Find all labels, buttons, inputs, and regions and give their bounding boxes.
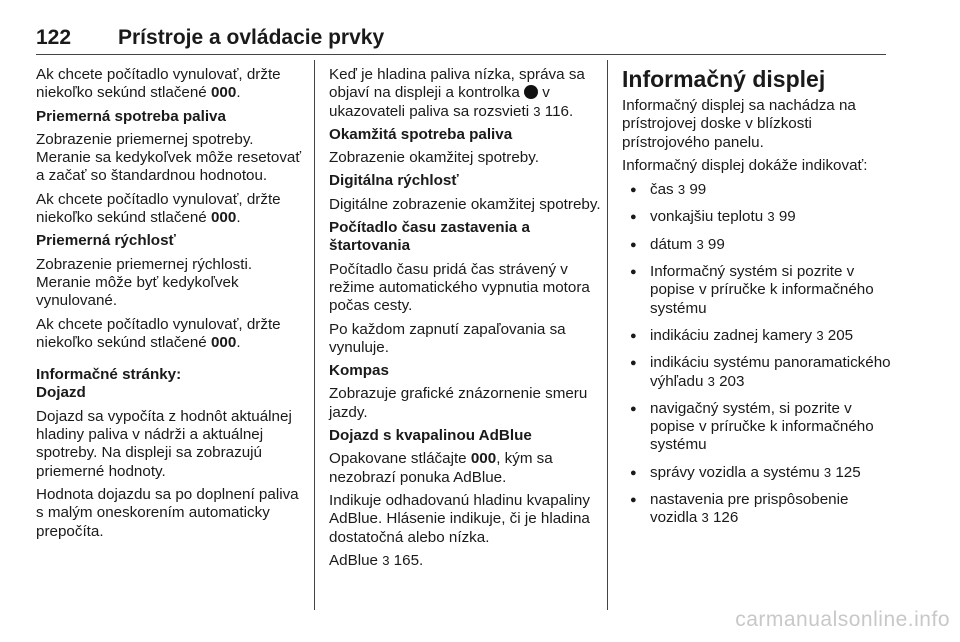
page-ref-arrow-icon: 3: [696, 236, 704, 252]
page-number: 122: [36, 26, 72, 49]
page-header: [36, 26, 886, 48]
info-display-list: [622, 181, 892, 527]
subheading: Okamžitá spotreba paliva: [329, 125, 513, 143]
paragraph: Zobrazenie priemernej spotreby. Meranie sa kedykoľvek môže resetovať a začať so štandardnou hodnotou.: [36, 130, 302, 185]
subheading: Priemerná spotreba paliva: [36, 107, 226, 125]
subheading: Informačné stránky:: [36, 366, 182, 384]
list-item: ● navigačný systém, si pozrite v popise v príručke k informačného systému: [622, 400, 892, 455]
paragraph: Hodnota dojazdu sa po doplnení paliva s malým oneskorením automaticky prepočíta.: [36, 485, 299, 540]
list-item: ● indikáciu systému panoramatického výhľadu 3 203: [622, 354, 892, 391]
page-title: Prístroje a ovládacie prvky: [118, 26, 385, 49]
page-ref-arrow-icon: 3: [707, 373, 715, 389]
paragraph: Ak chcete počítadlo vynulovať, držte niekoľko sekúnd stlačené 000.: [36, 66, 281, 102]
list-item: ● vonkajšiu teplotu 3 99: [622, 208, 892, 226]
column-1: [36, 66, 306, 546]
paragraph: Digitálne zobrazenie okamžitej spotreby.: [329, 195, 601, 213]
subheading: Digitálna rýchlosť: [329, 172, 459, 190]
list-item: ● nastavenia pre prispôsobenie vozidla 3 126: [622, 491, 892, 528]
paragraph: Zobrazenie priemernej rýchlosti. Meranie môže byť kedykoľvek vynulované.: [36, 255, 253, 310]
paragraph: Informačný displej sa nachádza na prístrojovej doske v blízkosti prístrojového panelu.: [622, 97, 856, 151]
paragraph: Zobrazenie okamžitej spotreby.: [329, 149, 539, 167]
fuel-warning-lamp-icon: [524, 85, 538, 99]
subheading: Počítadlo času zastavenia a štartovania: [329, 219, 530, 255]
paragraph: AdBlue 3 165.: [329, 551, 424, 569]
page-ref-arrow-icon: 3: [677, 182, 686, 198]
page-ref-arrow-icon: 3: [767, 209, 775, 225]
section-title: Informačný displej: [622, 66, 826, 92]
watermark: carmanualsonline.info: [735, 608, 950, 631]
paragraph: Po každom zapnutí zapaľovania sa vynuluje.: [329, 320, 566, 356]
paragraph: Opakovane stláčajte 000, kým sa nezobrazí ponuka AdBlue.: [329, 450, 553, 486]
list-item: ● Informačný systém si pozrite v popise v príručke k informačného systému: [622, 263, 892, 318]
paragraph: Indikuje odhadovanú hladinu kvapaliny AdBlue. Hlásenie indikuje, či je hladina dostatočná alebo nízka.: [329, 491, 590, 546]
page-ref-arrow-icon: 3: [533, 103, 541, 119]
subheading: Dojazd: [36, 384, 86, 402]
subheading: Priemerná rýchlosť: [36, 232, 176, 250]
paragraph: Ak chcete počítadlo vynulovať, držte niekoľko sekúnd stlačené 000.: [36, 315, 281, 351]
column-2: [329, 66, 601, 575]
subheading: Kompas: [329, 362, 389, 380]
list-item: ● indikáciu zadnej kamery 3 205: [622, 327, 892, 345]
paragraph: Informačný displej dokáže indikovať:: [622, 156, 868, 174]
list-item: ● čas 3 99: [622, 181, 892, 199]
page-ref-arrow-icon: 3: [701, 510, 709, 526]
column-3: [622, 66, 892, 537]
subheading: Dojazd s kvapalinou AdBlue: [329, 427, 532, 445]
page-ref-arrow-icon: 3: [823, 464, 832, 480]
paragraph: Počítadlo času pridá čas strávený v režime automatického vypnutia motora počas cesty.: [329, 260, 590, 315]
paragraph: Dojazd sa vypočíta z hodnôt aktuálnej hladiny paliva v nádrži a aktuálnej spotreby. Na displeji sa zobrazujú priemerné hodnoty.: [36, 407, 292, 480]
list-item: ● správy vozidla a systému 3 125: [622, 464, 892, 482]
column-divider-1: [314, 60, 315, 610]
paragraph: Ak chcete počítadlo vynulovať, držte niekoľko sekúnd stlačené 000.: [36, 190, 281, 227]
paragraph: Keď je hladina paliva nízka, správa sa objaví na displeji a kontrolka v ukazovateli paliva sa rozsvieti 3 116.: [329, 66, 585, 120]
column-divider-2: [607, 60, 608, 610]
header-divider: [36, 54, 886, 55]
page-ref-arrow-icon: 3: [816, 327, 824, 343]
paragraph: Zobrazuje grafické znázornenie smeru jazdy.: [329, 385, 588, 421]
list-item: ● dátum 3 99: [622, 236, 892, 254]
page-ref-arrow-icon: 3: [382, 552, 390, 568]
